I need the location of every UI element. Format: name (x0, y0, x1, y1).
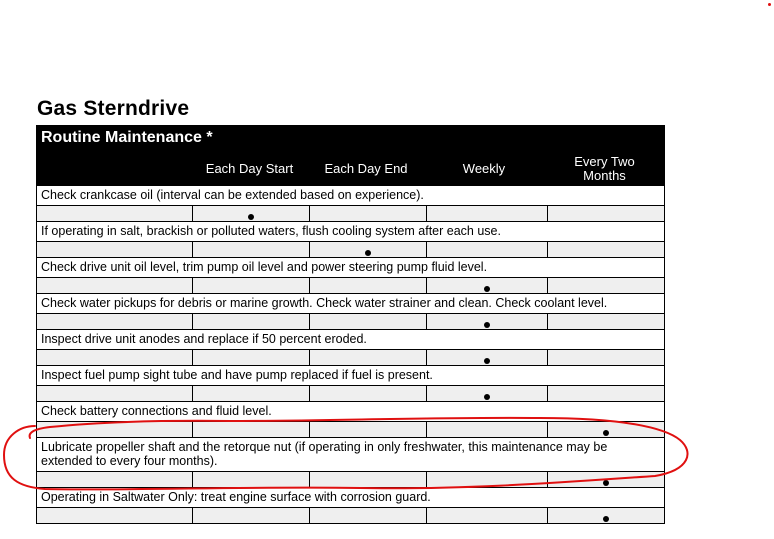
schedule-cell (427, 242, 548, 257)
schedule-cell (193, 278, 310, 293)
column-header-weekly: Weekly (462, 160, 506, 176)
schedule-row (37, 508, 664, 524)
schedule-cell (310, 278, 427, 293)
schedule-cell-blank (37, 422, 193, 437)
schedule-cell (427, 350, 548, 365)
task-list (36, 186, 665, 524)
schedule-cell (310, 206, 427, 221)
column-header-each-day-end: Each Day End (324, 160, 408, 176)
schedule-cell-blank (37, 206, 193, 221)
schedule-cell (548, 314, 664, 329)
schedule-cell (310, 350, 427, 365)
schedule-cell (427, 206, 548, 221)
schedule-cell (548, 472, 664, 487)
schedule-cell (193, 350, 310, 365)
schedule-row (37, 242, 664, 258)
schedule-cell (427, 422, 548, 437)
schedule-row (37, 422, 664, 438)
schedule-cell (548, 508, 664, 523)
task-row: Check battery connections and fluid level. (37, 402, 664, 422)
schedule-row (37, 350, 664, 366)
schedule-cell (427, 386, 548, 401)
schedule-cell (310, 242, 427, 257)
column-header-each-day-start: Each Day Start (205, 160, 294, 176)
schedule-cell (427, 278, 548, 293)
task-row: Check water pickups for debris or marine growth. Check water strainer and clean. Check coolant level. (37, 294, 664, 314)
task-row: Check drive unit oil level, trim pump oil level and power steering pump fluid level. (37, 258, 664, 278)
bullet-icon (248, 214, 254, 220)
schedule-cell (427, 314, 548, 329)
schedule-row (37, 314, 664, 330)
task-row: Check crankcase oil (interval can be extended based on experience). (37, 186, 664, 206)
schedule-cell (193, 472, 310, 487)
schedule-cell-blank (37, 314, 193, 329)
column-header-task (36, 151, 191, 186)
schedule-cell-blank (37, 472, 193, 487)
bullet-icon (603, 480, 609, 486)
schedule-cell (548, 278, 664, 293)
schedule-row (37, 206, 664, 222)
schedule-cell (310, 422, 427, 437)
bullet-icon (484, 394, 490, 400)
column-header-row (36, 151, 665, 186)
task-row: If operating in salt, brackish or polluted waters, flush cooling system after each use. (37, 222, 664, 242)
schedule-cell (548, 386, 664, 401)
task-row: Inspect fuel pump sight tube and have pump replaced if fuel is present. (37, 366, 664, 386)
column-header-every-two-months: Every Two Months (574, 153, 635, 183)
maintenance-table (36, 125, 665, 524)
schedule-cell (310, 508, 427, 523)
bullet-icon (484, 286, 490, 292)
schedule-cell (310, 314, 427, 329)
bullet-icon (365, 250, 371, 256)
task-row: Operating in Saltwater Only: treat engine surface with corrosion guard. (37, 488, 664, 508)
schedule-cell-blank (37, 242, 193, 257)
schedule-cell (548, 350, 664, 365)
document-title: Gas Sterndrive (37, 97, 190, 120)
schedule-cell (193, 422, 310, 437)
bullet-icon (484, 322, 490, 328)
section-header: Routine Maintenance * (36, 125, 665, 151)
schedule-cell (193, 314, 310, 329)
task-row: Inspect drive unit anodes and replace if 50 percent eroded. (37, 330, 664, 350)
schedule-row (37, 472, 664, 488)
schedule-cell-blank (37, 386, 193, 401)
schedule-row (37, 386, 664, 402)
bullet-icon (603, 516, 609, 522)
schedule-cell-blank (37, 278, 193, 293)
task-row: Lubricate propeller shaft and the retorque nut (if operating in only freshwater, this maintenance may be extended to every four months). (37, 438, 664, 472)
schedule-cell-blank (37, 508, 193, 523)
schedule-cell (193, 386, 310, 401)
schedule-cell (548, 206, 664, 221)
schedule-row (37, 278, 664, 294)
schedule-cell (548, 422, 664, 437)
schedule-cell (427, 508, 548, 523)
schedule-cell-blank (37, 350, 193, 365)
schedule-cell (427, 472, 548, 487)
corner-mark (768, 3, 771, 6)
schedule-cell (193, 242, 310, 257)
schedule-cell (193, 206, 310, 221)
schedule-cell (193, 508, 310, 523)
schedule-cell (310, 386, 427, 401)
schedule-cell (548, 242, 664, 257)
schedule-cell (310, 472, 427, 487)
bullet-icon (484, 358, 490, 364)
bullet-icon (603, 430, 609, 436)
